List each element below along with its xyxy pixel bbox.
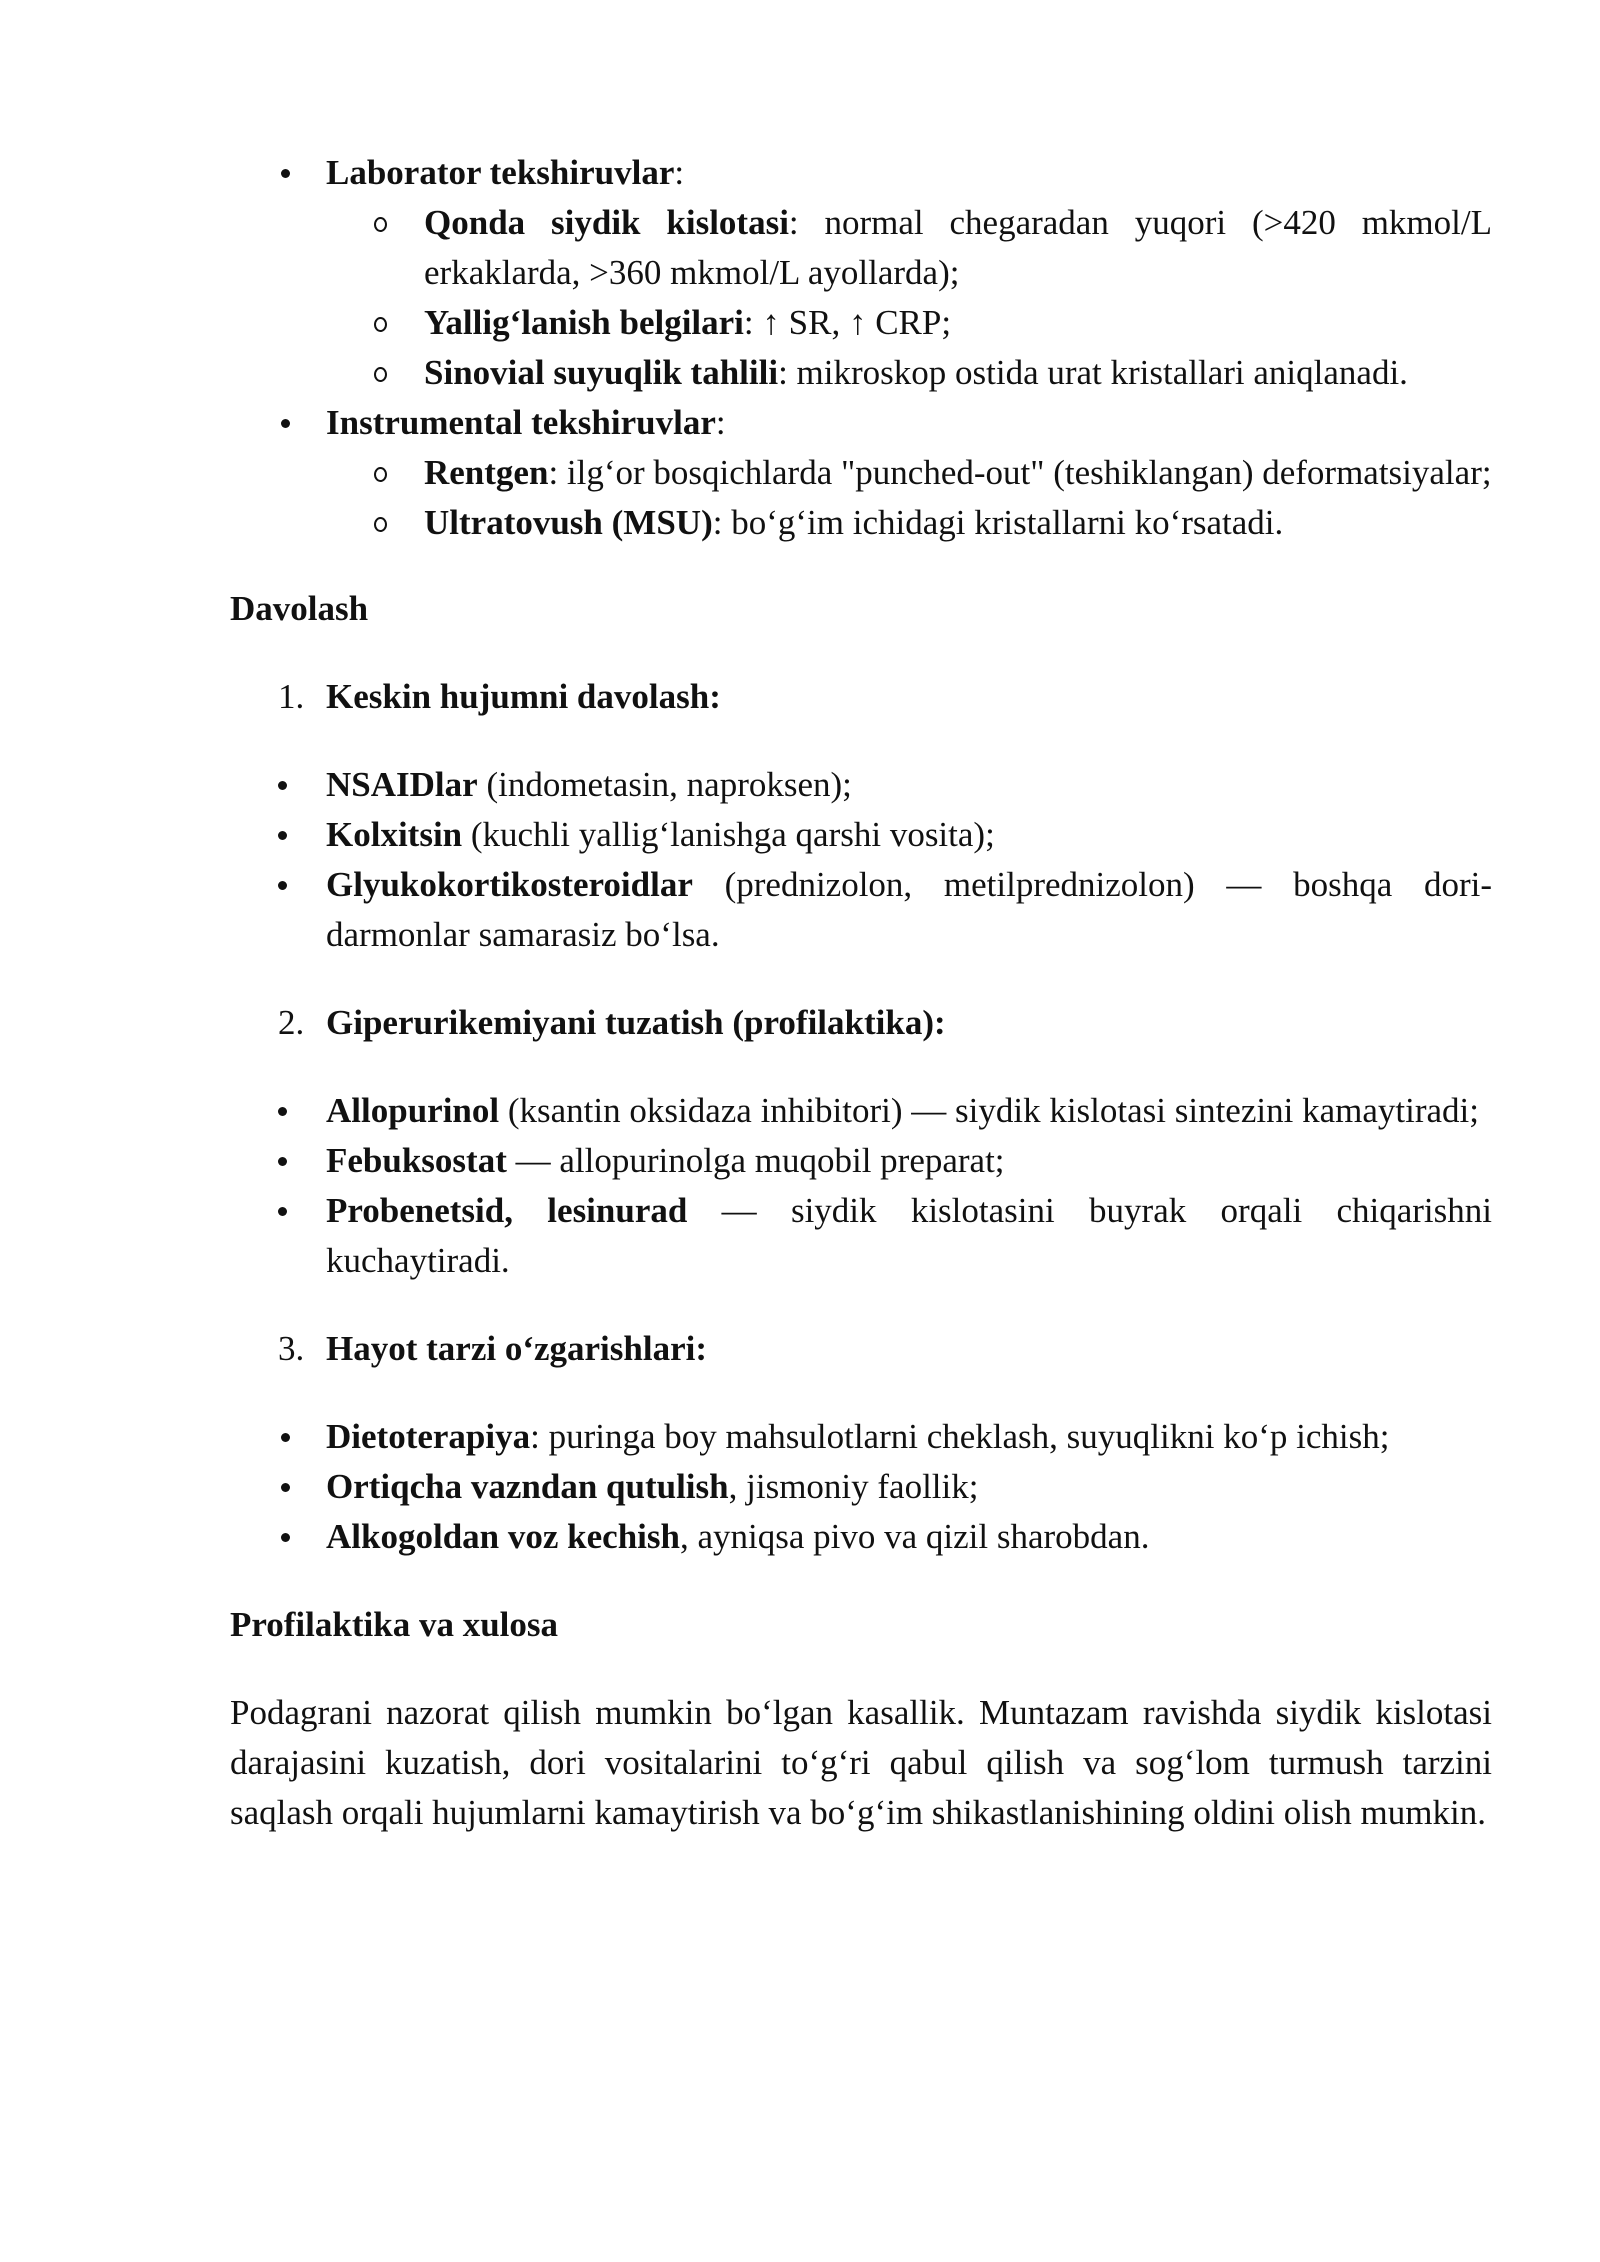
section-heading-conclusion: Profilaktika va xulosa <box>230 1605 559 1644</box>
section-number: 1. <box>278 677 305 716</box>
sub-item-text: : ilg‘or bosqichlarda "punched-out" (teshiklangan) deformatsiyalar; <box>548 453 1492 492</box>
item-text: (kuchli yallig‘lanishga qarshi vosita); <box>462 815 995 854</box>
section-title: Giperurikemiyani tuzatish (profilaktika): <box>326 1003 946 1042</box>
list-item-lab-tests <box>230 148 1492 198</box>
item-text: , jismoniy faollik; <box>728 1467 979 1506</box>
bullet-icon <box>278 1412 292 1462</box>
instrumental-title: Instrumental tekshiruvlar <box>326 403 716 442</box>
list-item-instrumental-tests <box>230 398 1492 448</box>
sub-item-text: : bo‘g‘im ichidagi kristallarni ko‘rsatadi. <box>712 503 1284 542</box>
bullet-icon <box>278 148 292 198</box>
list-item <box>230 1186 1492 1286</box>
list-item <box>230 1412 1492 1462</box>
list-item <box>230 1086 1492 1136</box>
conclusion-paragraph: Podagrani nazorat qilish mumkin bo‘lgan kasallik. Muntazam ravishda siydik kislotasi darajasini kuzatish, dori vositalarini to‘g‘ri qabul qilish va sog‘lom turmush tarzini saqlash orqali hujumlarni kamaytirish va bo‘g‘im shikastlanishining oldini olish mumkin. <box>230 1693 1492 1832</box>
ring-bullet-icon <box>374 448 394 498</box>
item-term: Kolxitsin <box>326 815 463 854</box>
item-text: (ksantin oksidaza inhibitori) — siydik kislotasi sintezini kamaytiradi; <box>499 1091 1479 1130</box>
section-heading-treatment: Davolash <box>230 589 369 628</box>
ring-bullet-icon <box>374 498 394 548</box>
lab-title: Laborator tekshiruvlar <box>326 153 675 192</box>
item-term: Febuksostat <box>326 1141 507 1180</box>
sub-list-item <box>230 498 1492 548</box>
ring-bullet-icon <box>374 298 394 348</box>
section-title: Hayot tarzi o‘zgarishlari: <box>326 1329 708 1368</box>
sub-item-term: Yallig‘lanish belgilari <box>424 303 744 342</box>
numbered-heading <box>230 998 1492 1048</box>
item-term: Allopurinol <box>326 1091 500 1130</box>
item-term: Glyukokortikosteroidlar <box>326 865 693 904</box>
item-text: , ayniqsa pivo va qizil sharobdan. <box>679 1517 1150 1556</box>
list-item <box>230 760 1492 810</box>
bullet-icon <box>278 760 292 810</box>
list-item <box>230 1462 1492 1512</box>
sub-item-term: Sinovial suyuqlik tahlili <box>424 353 779 392</box>
item-term: Ortiqcha vazndan qutulish <box>326 1467 729 1506</box>
section-title: Keskin hujumni davolash: <box>326 677 721 716</box>
sub-list-item <box>230 448 1492 498</box>
numbered-heading <box>230 672 1492 722</box>
item-text: — allopurinolga muqobil preparat; <box>506 1141 1005 1180</box>
document-page <box>230 148 1492 1838</box>
item-term: Probenetsid, lesinurad <box>326 1191 688 1230</box>
sub-list-item <box>230 348 1492 398</box>
ring-bullet-icon <box>374 348 394 398</box>
list-item <box>230 1136 1492 1186</box>
bullet-icon <box>278 1512 292 1562</box>
ring-bullet-icon <box>374 198 394 248</box>
lab-colon: : <box>674 153 685 192</box>
item-term: Dietoterapiya <box>326 1417 531 1456</box>
sub-item-text: : ↑ SR, ↑ CRP; <box>743 303 952 342</box>
sub-item-term: Ultratovush (MSU) <box>424 503 713 542</box>
instrumental-colon: : <box>715 403 726 442</box>
sub-list-item <box>230 298 1492 348</box>
item-term: Alkogoldan voz kechish <box>326 1517 680 1556</box>
bullet-icon <box>278 1186 292 1236</box>
sub-item-term: Qonda siydik kislotasi <box>424 203 789 242</box>
sub-item-text: : normal chegaradan yuqori (>420 mkmol/L erkaklarda, >360 mkmol/L ayollarda); <box>424 203 1492 292</box>
bullet-icon <box>278 860 292 910</box>
numbered-heading <box>230 1324 1492 1374</box>
bullet-icon <box>278 810 292 860</box>
item-text: (prednizolon, metilprednizolon) — boshqa dori-darmonlar samarasiz bo‘lsa. <box>326 865 1492 954</box>
bullet-icon <box>278 398 292 448</box>
item-text: (indometasin, naproksen); <box>477 765 852 804</box>
sub-list-item <box>230 198 1492 298</box>
bullet-icon <box>278 1462 292 1512</box>
item-text: — siydik kislotasini buyrak orqali chiqarishni kuchaytiradi. <box>326 1191 1493 1280</box>
list-item <box>230 1512 1492 1562</box>
item-text: : puringa boy mahsulotlarni cheklash, suyuqlikni ko‘p ichish; <box>530 1417 1390 1456</box>
sub-item-term: Rentgen <box>424 453 549 492</box>
list-item <box>230 860 1492 960</box>
bullet-icon <box>278 1086 292 1136</box>
section-number: 3. <box>278 1329 305 1368</box>
list-item <box>230 810 1492 860</box>
sub-item-text: : mikroskop ostida urat kristallari aniqlanadi. <box>778 353 1408 392</box>
bullet-icon <box>278 1136 292 1186</box>
item-term: NSAIDlar <box>326 765 478 804</box>
section-number: 2. <box>278 1003 305 1042</box>
